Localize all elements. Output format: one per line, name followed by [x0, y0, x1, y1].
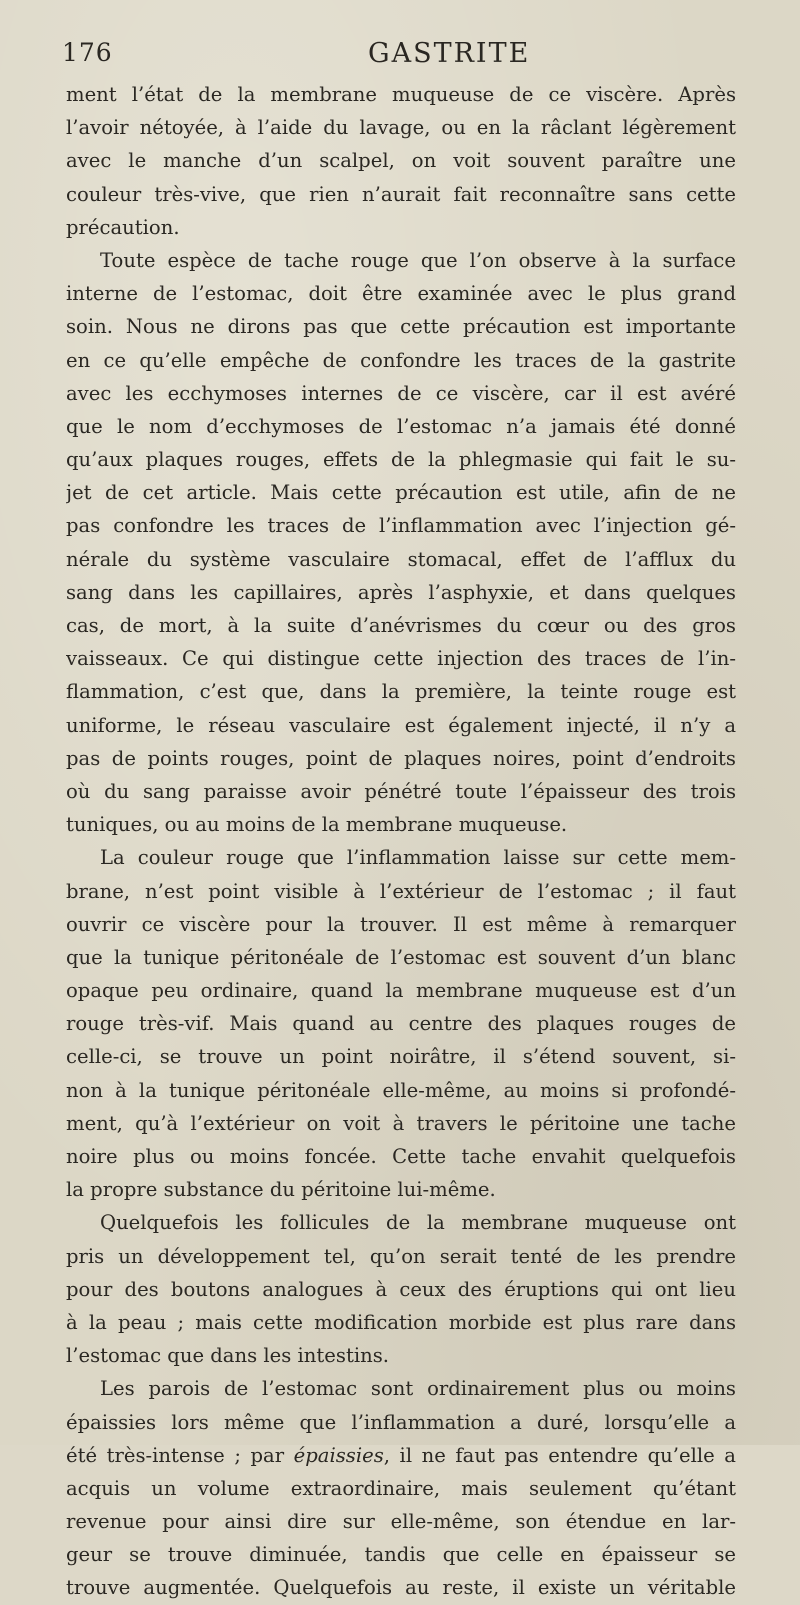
text-line: flammation, c’est que, dans la première, la teinte rouge est [66, 680, 736, 704]
text-line: soin. Nous ne dirons pas que cette précaution est importante [66, 315, 736, 339]
text-line: que le nom d’ecchymoses de l’estomac n’a jamais été donné [66, 414, 736, 438]
text-line: vaisseaux. Ce qui distingue cette injection des traces de l’in- [66, 647, 736, 671]
text-line: interne de l’estomac, doit être examinée avec le plus grand [66, 282, 736, 306]
text-line: noire plus ou moins foncée. Cette tache envahit quelquefois [66, 1145, 736, 1168]
paragraph-start-line: Toute espèce de tache rouge que l’on observe à la surface [100, 248, 736, 272]
text-line-with-italic [66, 1439, 736, 1472]
text-line: tuniques, ou au moins de la membrane muqueuse. [66, 813, 568, 837]
text-segment: été très-intense ; par [66, 1443, 285, 1467]
text-line: brane, n’est point visible à l’extérieur de l’estomac ; il faut [66, 879, 736, 903]
text-line: à la peau ; mais cette modification morbide est plus rare dans [66, 1310, 736, 1334]
body-text [66, 78, 736, 1605]
text-line: en ce qu’elle empêche de confondre les traces de la gastrite [66, 348, 736, 372]
page-number: 176 [62, 38, 113, 67]
text-line: sang dans les capillaires, après l’asphyxie, et dans quelques [66, 580, 736, 604]
text-line: épaissies lors même que l’inflammation a duré, lorsqu’elle a [66, 1410, 736, 1434]
text-line: pour des boutons analogues à ceux des éruptions qui ont lieu [66, 1277, 736, 1301]
text-line: uniforme, le réseau vasculaire est également injecté, il n’y a [66, 713, 736, 737]
text-line: revenue pour ainsi dire sur elle-même, son étendue en lar- [66, 1510, 736, 1534]
text-line: trouve augmentée. Quelquefois au reste, il existe un véritable [66, 1576, 736, 1600]
text-line: celle-ci, se trouve un point noirâtre, il s’étend souvent, si- [66, 1045, 736, 1069]
text-line: ment, qu’à l’extérieur on voit à travers le péritoine une tache [66, 1111, 736, 1135]
text-line: pas confondre les traces de l’inflammation avec l’injection gé- [66, 514, 736, 538]
text-line: cas, de mort, à la suite d’anévrismes du cœur ou des gros [66, 614, 736, 637]
text-line: ment l’état de la membrane muqueuse de ce viscère. Après [66, 83, 736, 106]
paragraph-start-line: La couleur rouge que l’inflammation laisse sur cette mem- [100, 846, 736, 870]
text-segment: , il ne faut pas entendre qu’elle a [383, 1443, 736, 1467]
italic-term: épaissies [293, 1443, 384, 1467]
text-line: jet de cet article. Mais cette précaution est utile, afin de ne [66, 481, 736, 505]
text-line: avec le manche d’un scalpel, on voit souvent paraître une [66, 149, 736, 173]
text-line: pris un développement tel, qu’on serait tenté de les prendre [66, 1244, 736, 1268]
text-line: que la tunique péritonéale de l’estomac est souvent d’un blanc [66, 945, 736, 969]
text-line: couleur très-vive, que rien n’aurait fait reconnaître sans cette [66, 182, 736, 206]
text-line: pas de points rouges, point de plaques noires, point d’endroits [66, 746, 736, 770]
text-line: nérale du système vasculaire stomacal, effet de l’afflux du [66, 547, 736, 571]
page-header [62, 38, 722, 78]
text-line: précaution. [66, 215, 180, 239]
text-line: ouvrir ce viscère pour la trouver. Il est même à remarquer [66, 912, 736, 936]
text-line: avec les ecchymoses internes de ce viscère, car il est avéré [66, 381, 736, 405]
text-line: la propre substance du péritoine lui-même. [66, 1178, 496, 1202]
text-line: l’avoir nétoyée, à l’aide du lavage, ou en la râclant légèrement [66, 116, 736, 140]
text-line: non à la tunique péritonéale elle-même, au moins si profondé- [66, 1078, 736, 1102]
paragraph-start-line: Les parois de l’estomac sont ordinairement plus ou moins [100, 1377, 736, 1401]
text-line: qu’aux plaques rouges, effets de la phlegmasie qui fait le su- [66, 448, 736, 472]
running-head: GASTRITE [368, 38, 531, 69]
text-line: opaque peu ordinaire, quand la membrane muqueuse est d’un [66, 979, 736, 1003]
text-line: l’estomac que dans les intestins. [66, 1344, 389, 1368]
paragraph-start-line: Quelquefois les follicules de la membrane muqueuse ont [100, 1211, 736, 1235]
text-line: acquis un volume extraordinaire, mais seulement qu’étant [66, 1476, 736, 1500]
text-line: où du sang paraisse avoir pénétré toute l’épaisseur des trois [66, 779, 736, 803]
text-line: rouge très-vif. Mais quand au centre des plaques rouges de [66, 1012, 736, 1036]
text-line: geur se trouve diminuée, tandis que celle en épaisseur se [66, 1543, 736, 1567]
